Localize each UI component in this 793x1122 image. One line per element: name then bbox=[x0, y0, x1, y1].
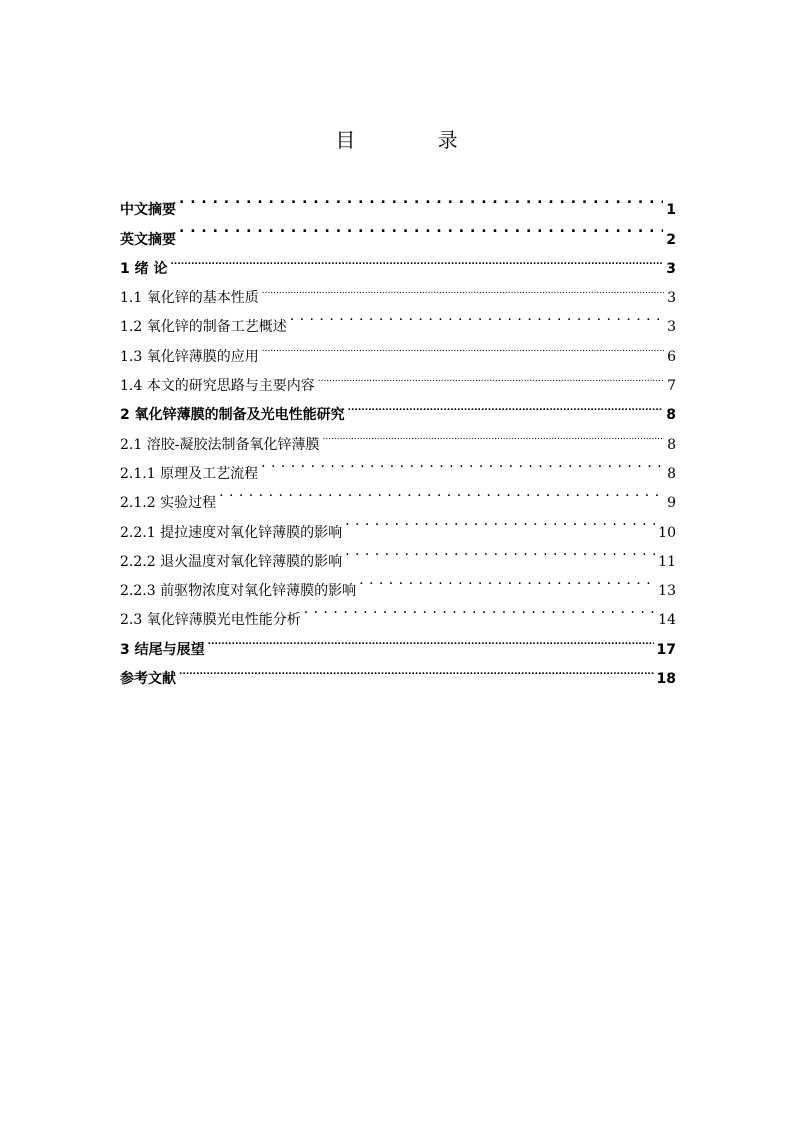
toc-leader-dots bbox=[179, 214, 663, 243]
toc-leader-dots bbox=[345, 507, 655, 536]
toc-leader-dots bbox=[179, 185, 663, 214]
toc-entry-page: 7 bbox=[667, 378, 676, 395]
toc-entry-page: 3 bbox=[667, 319, 676, 336]
toc-entry-label: 2.2.3 前驱物浓度对氧化锌薄膜的影响 bbox=[120, 583, 357, 600]
toc-entry-page: 9 bbox=[667, 495, 676, 512]
toc-entry-label: 参考文献 bbox=[120, 671, 176, 688]
toc-leader-dots bbox=[262, 331, 664, 360]
toc-entry-page: 17 bbox=[656, 641, 676, 658]
toc-entry-page: 6 bbox=[667, 348, 676, 365]
toc-leader-dots bbox=[261, 449, 664, 478]
toc-entry-page: 18 bbox=[656, 671, 676, 688]
toc-entry-page: 8 bbox=[667, 436, 676, 453]
toc-entry-label: 英文摘要 bbox=[120, 231, 176, 248]
toc-entry-label: 1 绪 论 bbox=[120, 260, 168, 277]
toc-entry-label: 2.2.2 退火温度对氧化锌薄膜的影响 bbox=[120, 553, 343, 570]
toc-leader-dots bbox=[322, 419, 664, 448]
toc-leader-dots bbox=[359, 566, 655, 595]
toc-leader-dots bbox=[304, 595, 655, 624]
toc-title: 目 录 bbox=[335, 128, 496, 152]
toc-leader-dots bbox=[208, 624, 654, 653]
toc-entry-page: 13 bbox=[658, 583, 676, 600]
toc-leader-dots bbox=[262, 273, 664, 302]
toc-entry-label: 1.2 氧化锌的制备工艺概述 bbox=[120, 319, 287, 336]
toc-entry-label: 1.3 氧化锌薄膜的应用 bbox=[120, 348, 259, 365]
table-of-contents bbox=[120, 185, 676, 688]
toc-entry[interactable] bbox=[120, 214, 676, 248]
toc-leader-dots bbox=[345, 537, 655, 566]
toc-entry-label: 3 结尾与展望 bbox=[120, 641, 205, 658]
toc-entry-label: 2.1.1 原理及工艺流程 bbox=[120, 465, 259, 482]
toc-entry-label: 1.4 本文的研究思路与主要内容 bbox=[120, 378, 315, 395]
toc-entry-label: 2 氧化锌薄膜的制备及光电性能研究 bbox=[120, 407, 345, 424]
toc-entry-page: 10 bbox=[658, 524, 676, 541]
toc-entry[interactable] bbox=[120, 185, 676, 219]
toc-entry-label: 1.1 氧化锌的基本性质 bbox=[120, 290, 259, 307]
toc-entry-label: 2.2.1 提拉速度对氧化锌薄膜的影响 bbox=[120, 524, 343, 541]
toc-leader-dots bbox=[290, 302, 664, 331]
toc-leader-dots bbox=[219, 478, 664, 507]
toc-entry-label: 2.1.2 实验过程 bbox=[120, 495, 217, 512]
toc-entry[interactable] bbox=[120, 654, 676, 688]
toc-entry-page: 11 bbox=[658, 553, 676, 570]
toc-entry-page: 3 bbox=[666, 260, 676, 277]
toc-entry-page: 3 bbox=[667, 290, 676, 307]
toc-leader-dots bbox=[171, 244, 664, 273]
toc-entry-page: 8 bbox=[667, 465, 676, 482]
toc-leader-dots bbox=[179, 654, 654, 683]
toc-entry-label: 2.1 溶胶-凝胶法制备氧化锌薄膜 bbox=[120, 436, 320, 453]
toc-entry[interactable] bbox=[120, 273, 676, 307]
toc-entry-label: 2.3 氧化锌薄膜光电性能分析 bbox=[120, 612, 301, 629]
toc-entry[interactable] bbox=[120, 244, 676, 277]
toc-entry-label: 中文摘要 bbox=[120, 202, 176, 219]
toc-leader-dots bbox=[318, 361, 664, 390]
toc-leader-dots bbox=[348, 390, 664, 419]
toc-entry-page: 8 bbox=[666, 407, 676, 424]
toc-entry-page: 14 bbox=[658, 612, 676, 629]
toc-entry-page: 1 bbox=[666, 202, 676, 219]
toc-entry-page: 2 bbox=[666, 231, 676, 248]
